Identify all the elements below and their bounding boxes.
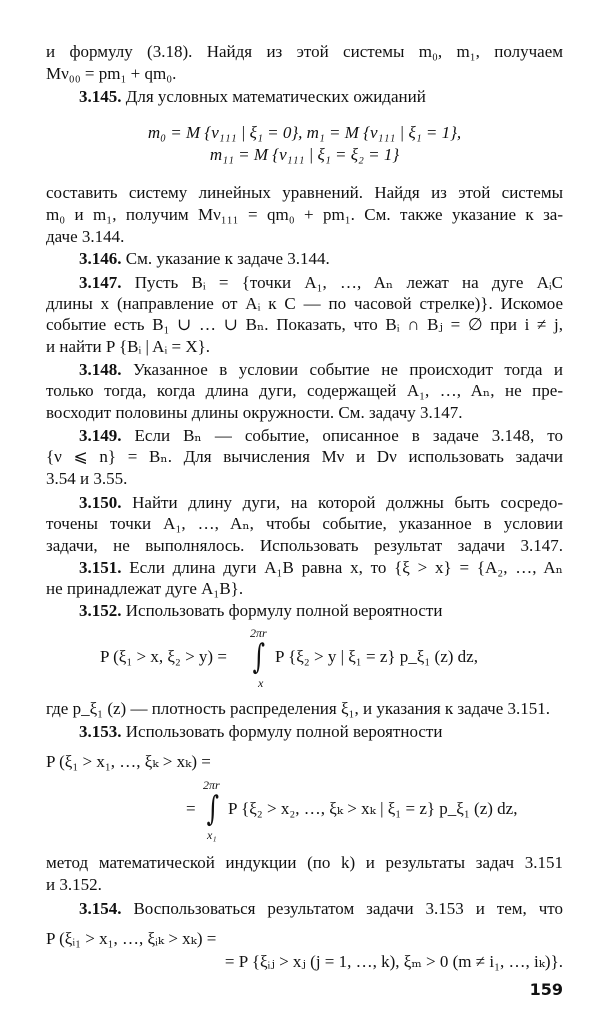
problem-3-150 (79, 492, 563, 514)
integral-upper-limit: 2πr (250, 626, 267, 640)
text-line: и найти P {Bᵢ | Aᵢ = X}. (46, 337, 211, 356)
text-line: и 3.152. (46, 875, 102, 894)
text-line: метод математической индукции (по k) и результаты задач 3.151 (46, 853, 563, 872)
text-line: длины x (направление от Aᵢ к C — по часовой стрелке)}. Искомое (46, 294, 563, 313)
problem-text: Использовать формулу полной вероятности (125, 722, 443, 741)
problem-number: 3.147. (79, 273, 122, 292)
problem-text: Указанное в условии событие не происходит тогда и (133, 360, 564, 379)
problem-number: 3.150. (79, 493, 122, 512)
formula-left: P (ξᵢ₁ > x₁, …, ξᵢₖ > xₖ) = (46, 929, 217, 948)
formula-right: P {ξ₂ > x₂, …, ξₖ > xₖ | ξ₁ = z} p_ξ₁ (z) dz, (228, 799, 518, 818)
formula: m₀ = M {ν₁₁₁ | ξ₁ = 0}, m₁ = M {ν₁₁₁ | ξ₁ = 1}, (147, 123, 462, 142)
text-line: событие есть B₁ ∪ … ∪ Bₙ. Показать, что Bᵢ ∩ Bⱼ = ∅ при i ≠ j, (46, 315, 563, 334)
problem-3-153 (79, 721, 563, 743)
text-line: и формулу (3.18). Найдя из этой системы m₀, m₁, получаем (46, 42, 563, 61)
integral-upper-limit: 2πr (203, 778, 220, 792)
problem-number: 3.151. (79, 558, 122, 577)
text-line: составить систему линейных уравнений. Найдя из этой системы (46, 183, 563, 202)
problem-text: Найти длину дуги, на которой должны быть сосредо- (132, 493, 564, 512)
text-line: 3.54 и 3.55. (46, 469, 128, 488)
text-line: Mν₀₀ = pm₁ + qm₀. (46, 64, 177, 83)
problem-number: 3.154. (79, 899, 122, 918)
problem-text: Воспользоваться результатом задачи 3.153 и тем, что (133, 899, 563, 918)
problem-number: 3.152. (79, 601, 122, 620)
formula: m₁₁ = M {ν₁₁₁ | ξ₁ = ξ₂ = 1} (209, 145, 400, 164)
integral-lower-limit: x (258, 676, 264, 690)
page-number: 159 (529, 980, 563, 999)
problem-text: См. указание к задаче 3.144. (125, 249, 330, 268)
problem-number: 3.153. (79, 722, 122, 741)
text-line: только тогда, когда длина дуги, содержащей A₁, …, Aₙ, не пре- (46, 381, 563, 400)
text-line: точены точки A₁, …, Aₙ, чтобы событие, указанное в условии (46, 514, 563, 533)
problem-3-151 (79, 557, 563, 579)
text-line: {ν ⩽ n} = Bₙ. Для вычисления Mν и Dν использовать задачи (46, 447, 563, 466)
formula-right: = P {ξᵢⱼ > xⱼ (j = 1, …, k), ξₘ > 0 (m ≠ i₁, …, iₖ)}. (224, 952, 563, 971)
text-line: не принадлежат дуге A₁B}. (46, 579, 244, 598)
problem-3-152 (79, 600, 563, 622)
problem-3-149 (79, 425, 563, 447)
formula-left: P (ξ₁ > x, ξ₂ > y) = (100, 647, 227, 666)
text-line: даче 3.144. (46, 227, 125, 246)
formula-left: P (ξ₁ > x₁, …, ξₖ > xₖ) = (46, 752, 211, 771)
problem-number: 3.148. (79, 360, 122, 379)
integral-sign-icon: ∫ (252, 637, 266, 677)
problem-3-148 (79, 359, 563, 381)
text-line: задачи, не выполнялось. Использовать результат задачи 3.147. (46, 536, 563, 555)
problem-number: 3.145. (79, 87, 122, 106)
integral-lower-limit: x₁ (207, 828, 217, 842)
text-line: восходит половины длины окружности. См. задачу 3.147. (46, 403, 463, 422)
problem-text: Использовать формулу полной вероятности (125, 601, 443, 620)
equals-sign: = (186, 799, 196, 818)
problem-number: 3.146. (79, 249, 122, 268)
problem-text: Если длина дуги A₁B равна x, то {ξ > x} = {A₂, …, Aₙ (129, 558, 564, 577)
problem-3-145 (79, 86, 563, 108)
text-line: m₀ и m₁, получим Mν₁₁₁ = qm₀ + pm₁. См. также указание к за- (46, 205, 563, 224)
problem-3-154 (79, 898, 563, 920)
problem-text: Для условных математических ожиданий (125, 87, 426, 106)
problem-3-146 (79, 248, 563, 270)
integral-sign-icon: ∫ (206, 789, 220, 829)
formula-right: P {ξ₂ > y | ξ₁ = z} p_ξ₁ (z) dz, (275, 647, 478, 666)
problem-number: 3.149. (79, 426, 122, 445)
problem-text: Пусть Bᵢ = {точки A₁, …, Aₙ лежат на дуге AᵢC (134, 273, 564, 292)
text-line: где p_ξ₁ (z) — плотность распределения ξ₁, и указания к задаче 3.151. (46, 699, 551, 718)
problem-text: Если Bₙ — событие, описанное в задаче 3.148, то (134, 426, 564, 445)
problem-3-147 (79, 272, 563, 294)
